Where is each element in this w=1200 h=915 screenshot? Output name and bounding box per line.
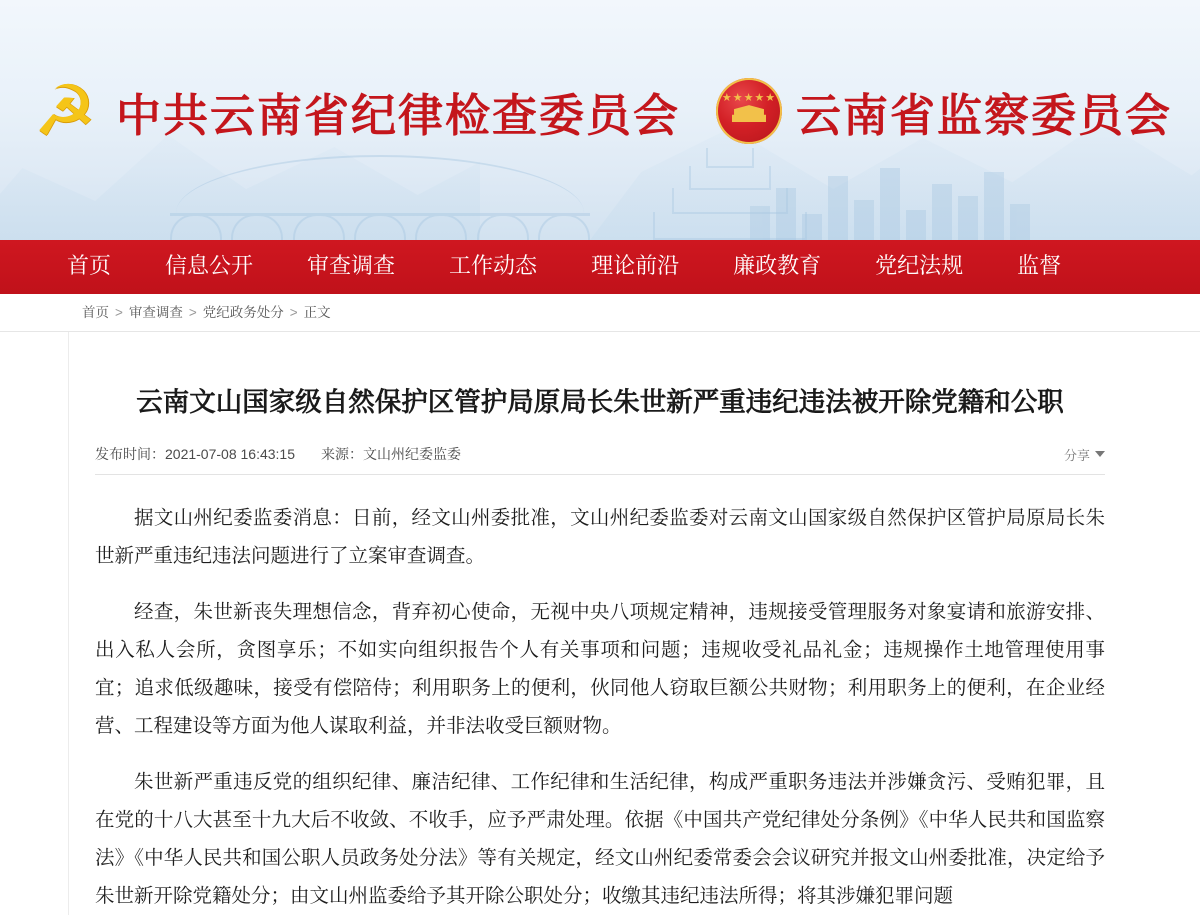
breadcrumb-item-home[interactable]: 首页 xyxy=(82,305,109,320)
breadcrumb-separator: > xyxy=(188,305,197,320)
article-body xyxy=(95,499,1105,915)
cityscape-illustration-icon xyxy=(750,162,1080,240)
content-area xyxy=(0,332,1200,915)
nav-item-work-updates[interactable]: 工作动态 xyxy=(449,254,538,279)
bridge-illustration-icon xyxy=(170,148,590,240)
site-title-party-commission: 中共云南省纪律检查委员会 xyxy=(115,88,680,142)
breadcrumb-item-review-investigation[interactable]: 审查调查 xyxy=(128,305,183,320)
main-navigation xyxy=(0,240,1200,294)
nav-item-information-disclosure[interactable]: 信息公开 xyxy=(165,254,254,279)
nav-item-review-investigation[interactable]: 审查调查 xyxy=(307,254,396,279)
breadcrumb-bar xyxy=(0,294,1200,332)
breadcrumb-item-disciplinary-actions[interactable]: 党纪政务处分 xyxy=(202,305,284,320)
chevron-down-icon xyxy=(1095,451,1105,457)
nav-item-home[interactable]: 首页 xyxy=(67,254,112,279)
nav-item-theory-frontier[interactable]: 理论前沿 xyxy=(591,254,680,279)
nav-item-integrity-education[interactable]: 廉政教育 xyxy=(733,254,822,279)
site-masthead xyxy=(0,0,1200,240)
breadcrumb-separator: > xyxy=(115,305,123,320)
hammer-sickle-icon: ☭ xyxy=(33,72,97,150)
share-button[interactable] xyxy=(1064,445,1105,464)
left-divider xyxy=(68,332,69,915)
article-meta xyxy=(95,444,1105,475)
article-paragraph: 经查，朱世新丧失理想信念，背弃初心使命，无视中央八项规定精神，违规接受管理服务对象宴请和旅游安排、出入私人会所，贪图享乐；不如实向组织报告个人有关事项和问题；违规收受礼品礼金；违规操作土地管理使用事宜；追求低级趣味，接受有偿陪侍；利用职务上的便利，伙同他人窃取巨额公共财物；利用职务上的便利，在企业经营、工程建设等方面为他人谋取利益，并非法收受巨额财物。 xyxy=(95,600,1105,738)
breadcrumb-item-current: 正文 xyxy=(303,305,331,320)
breadcrumb xyxy=(82,294,1200,332)
page-title: 云南文山国家级自然保护区管护局原局长朱世新严重违纪违法被开除党籍和公职 xyxy=(136,386,1064,418)
nav-item-supervision[interactable]: 监督 xyxy=(1017,254,1062,279)
article-paragraph: 朱世新严重违反党的组织纪律、廉洁纪律、工作纪律和生活纪律，构成严重职务违法并涉嫌贪污、受贿犯罪，且在党的十八大甚至十九大后不收敛、不收手，应予严肃处理。依据《中国共产党纪律处分条例》《中华人民共和国监察法》《中华人民共和国公职人员政务处分法》等有关规定，经文山州纪委常委会会议研究并报文山州委批准，决定给予朱世新开除党籍处分；由文山州监委给予其开除公职处分；收缴其违纪违法所得；将其涉嫌犯罪问题 xyxy=(95,770,1105,908)
national-emblem-icon: ★★★★★ xyxy=(716,78,782,144)
article-paragraph: 据文山州纪委监委消息：日前，经文山州委批准，文山州纪委监委对云南文山国家级自然保护区管护局原局长朱世新严重违纪违法问题进行了立案审查调查。 xyxy=(95,506,1105,568)
nav-item-party-discipline-regulations[interactable]: 党纪法规 xyxy=(875,254,964,279)
share-label: 分享 xyxy=(1063,447,1090,463)
article xyxy=(95,332,1105,915)
breadcrumb-separator: > xyxy=(289,305,298,320)
article-source: 来源：文山州纪委监委 xyxy=(321,446,461,463)
site-title-supervisory-commission: 云南省监察委员会 xyxy=(796,88,1173,142)
publish-time: 发布时间：2021-07-08 16:43:15 xyxy=(95,446,295,463)
site-brand xyxy=(0,74,1200,148)
